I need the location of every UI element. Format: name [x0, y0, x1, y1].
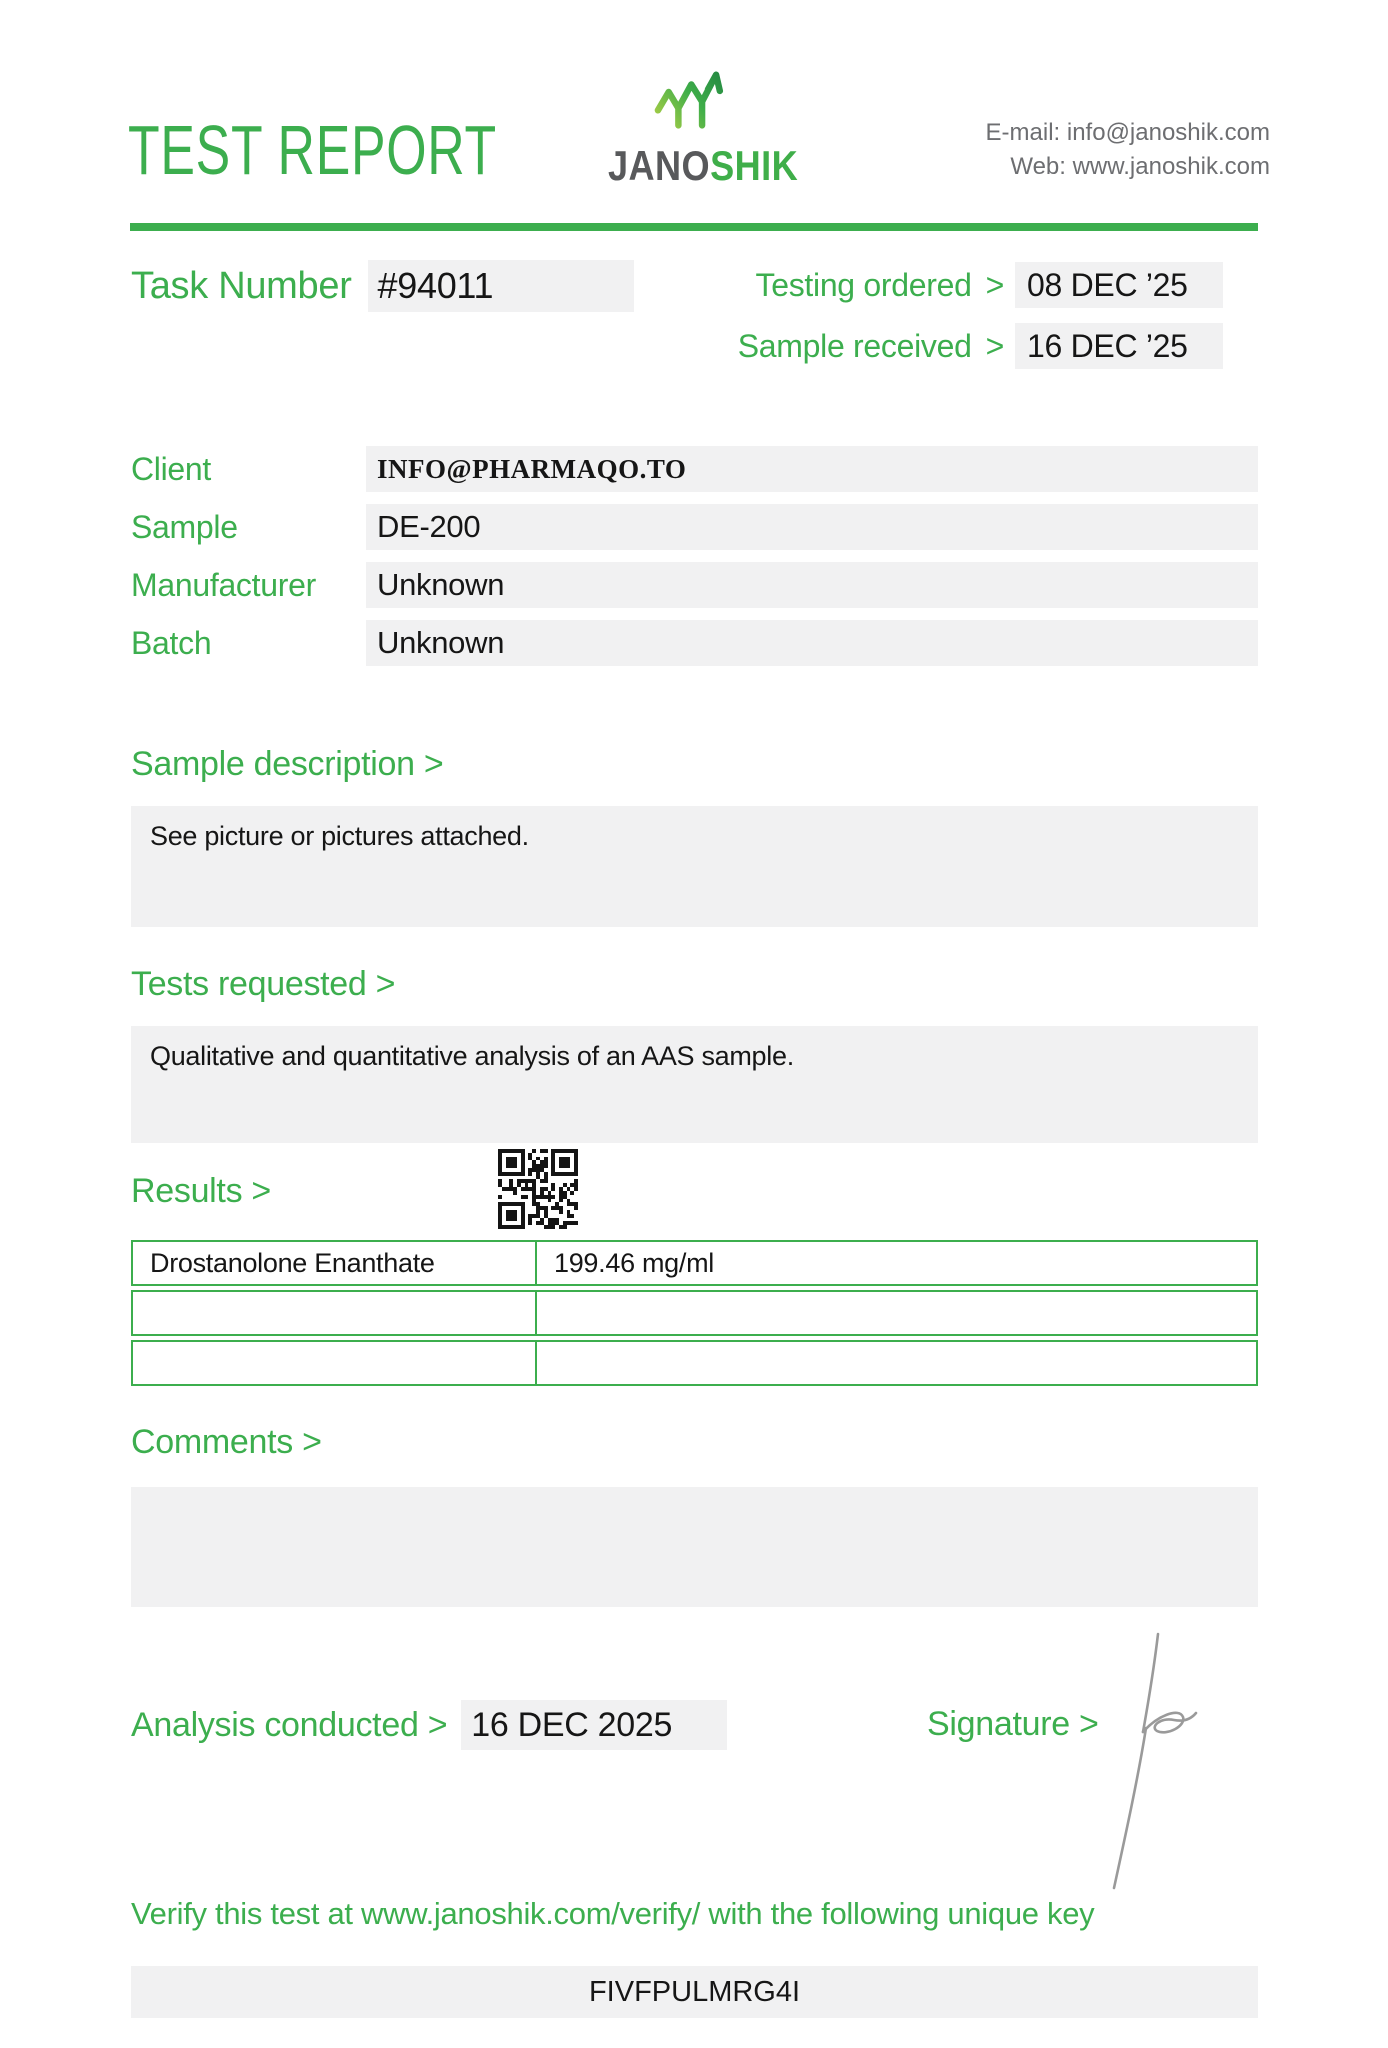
sample-label: Sample: [131, 508, 238, 545]
table-row: [131, 1290, 1258, 1336]
contact-web: Web: www.janoshik.com: [1010, 153, 1270, 180]
contact-info: [986, 116, 1270, 184]
results-table: [131, 1240, 1258, 1390]
sample-info-table: [131, 446, 1258, 678]
janoshik-logo: [594, 64, 799, 190]
result-value-cell: [535, 1290, 1258, 1336]
page-title: TEST REPORT: [128, 111, 497, 189]
manufacturer-value: Unknown: [366, 562, 1258, 608]
sample-value: DE-200: [366, 504, 1258, 550]
signature-image: [1082, 1626, 1202, 1911]
client-row: [131, 446, 1258, 492]
result-value-cell: [535, 1340, 1258, 1386]
result-analyte-cell: [131, 1290, 537, 1336]
logo-jano: JANO: [608, 142, 711, 189]
dates-block: [738, 262, 1223, 369]
analysis-conducted-label: Analysis conducted >: [131, 1705, 448, 1744]
trend-chart-icon: [653, 64, 735, 134]
sample-description-heading: Sample description >: [131, 745, 444, 783]
analysis-conducted-row: [131, 1700, 727, 1750]
header-divider: [130, 223, 1258, 231]
sample-description-box: See picture or pictures attached.: [131, 806, 1258, 927]
task-number-row: [131, 260, 634, 312]
qr-code: [498, 1149, 578, 1229]
result-value-cell: 199.46 mg/ml: [535, 1240, 1258, 1286]
sample-received-label: Sample received: [737, 327, 972, 364]
tests-requested-heading: Tests requested >: [131, 965, 396, 1003]
comments-box: [131, 1487, 1258, 1607]
tests-requested-box: Qualitative and quantitative analysis of an AAS sample.: [131, 1026, 1258, 1143]
manufacturer-row: [131, 562, 1258, 608]
batch-value: Unknown: [366, 620, 1258, 666]
task-number-label: Task Number: [131, 264, 352, 307]
client-label: Client: [131, 450, 212, 487]
arrow-glyph: >: [985, 327, 1004, 364]
analysis-date-value: 16 DEC 2025: [461, 1700, 727, 1750]
batch-label: Batch: [131, 624, 212, 661]
client-value: INFO@PHARMAQO.TO: [366, 446, 1258, 492]
comments-heading: Comments >: [131, 1423, 322, 1461]
contact-email: E-mail: info@janoshik.com: [985, 119, 1270, 146]
logo-wordmark: [608, 142, 799, 190]
logo-shik: SHIK: [710, 142, 799, 189]
signature-label: Signature >: [927, 1705, 1099, 1743]
sample-received-value: 16 DEC ’25: [1015, 323, 1223, 369]
manufacturer-label: Manufacturer: [131, 566, 316, 603]
table-row: [131, 1340, 1258, 1386]
results-heading: Results >: [131, 1172, 271, 1210]
sample-received-row: [738, 323, 1223, 369]
arrow-glyph: >: [985, 266, 1004, 303]
batch-row: [131, 620, 1258, 666]
testing-ordered-row: [756, 262, 1223, 308]
task-number-value: #94011: [368, 260, 634, 312]
sample-row: [131, 504, 1258, 550]
testing-ordered-label: Testing ordered: [755, 266, 972, 303]
result-analyte-cell: [131, 1340, 537, 1386]
verify-instruction: Verify this test at www.janoshik.com/verify/ with the following unique key: [131, 1896, 1095, 1931]
table-row: [131, 1240, 1258, 1286]
unique-key-value: FIVFPULMRG4I: [131, 1966, 1258, 2018]
result-analyte-cell: Drostanolone Enanthate: [131, 1240, 537, 1286]
testing-ordered-value: 08 DEC ’25: [1015, 262, 1223, 308]
